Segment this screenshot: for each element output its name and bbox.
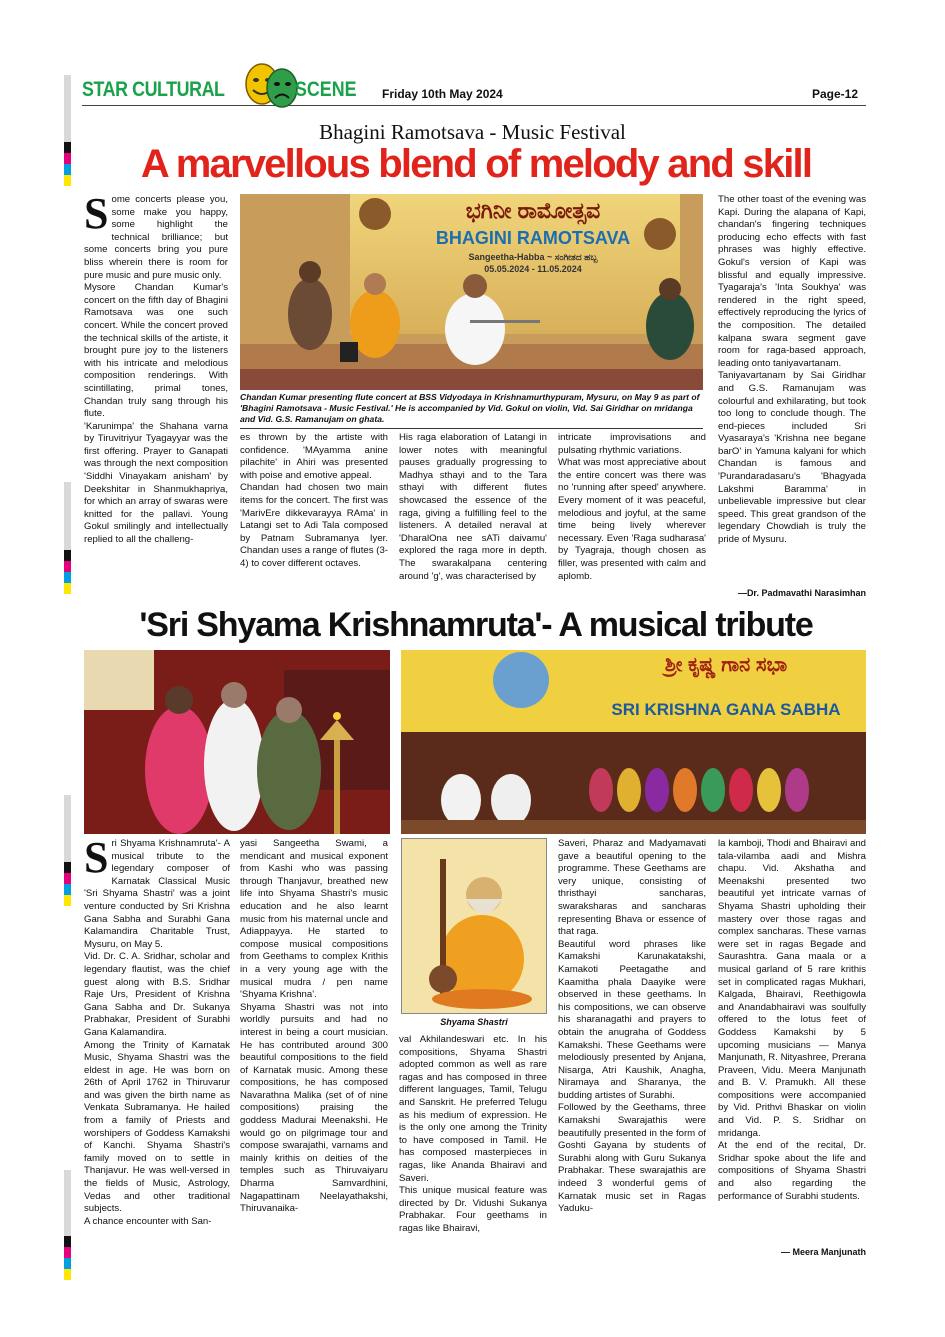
story2-col2-text (240, 838, 388, 1216)
paragraph: yasi Sangeetha Swami, a mendicant and musical exponent from Kashi who was passing through Thanjavur, breathed new life into Shyama Shastri's music education and he also learnt music from his maternal uncle and Adiappayya. He started to compose musical compositions from Geethams to complex Krithis in a very young age with the musical mudra / pen name 'Shyama Krishna'. (240, 838, 388, 1001)
portrait-caption: Shyama Shastri (440, 1017, 508, 1027)
banner-subtitle: Sangeetha-Habba ~ ಸಂಗೀತದ ಹಬ್ಬ (468, 252, 598, 262)
story2-column-1 (84, 838, 230, 1258)
paragraph: Shyama Shastri was not into worldly pursuits and had no interest in being a court musician. He has contributed around 300 beautiful compositions to the field of Karnatak music. Among these compositions, he has composed Navarathna Malika (set of of nine compositions) praising the goddess Madurai Meenakshi. He would go on pilgrimage tour and compose swarajathi, varnams and mainly krithis on deities of the temples such as Thiruvaiyaru Dharma Samvardhini, Nagapattinam Neelayathakshi, Thiruvanaika- (240, 1001, 388, 1215)
drop-cap: S (84, 838, 109, 882)
story1-column-2 (240, 432, 388, 602)
story2-column-5 (718, 838, 866, 1246)
paragraph: Followed by the Geethams, three Kamakshi Swarajathis were beautifully presented in the form of Goshti Gayana by students of Surabhi along with Guru Sukanya Prabhakar. These swarajathis are indeed 3 wonderful gems of Karnatak music set in Ragas Yaduku- (558, 1102, 706, 1215)
paragraph: Beautiful word phrases like Kamakshi Karunakatakshi, Kamakoti Peetagathe and Kaamitha phala Daayike were observed in these geethams. In his compositions, we can observe his sharanagathi and prayers to obtain the anugraha of Goddess Kamakshi. These Geethams were melodiously presented by Anjana, Nisarga, Atri Kaushik, Anagha, Niramaya and Sharanya, the budding artistes of Surabhi. (558, 938, 706, 1101)
banner-title: BHAGINI RAMOTSAVA (435, 228, 631, 248)
sabha-banner-kannada: ಶ್ರೀ ಕೃಷ್ಣ ಗಾನ ಸಭಾ (664, 654, 788, 676)
story1-byline: —Dr. Padmavathi Narasimhan (737, 588, 866, 598)
registration-bar (64, 482, 71, 552)
logo-text: STAR CULTURAL (82, 78, 225, 101)
cmyk-marks (64, 142, 71, 186)
story1-headline: A marvellous blend of melody and skill (140, 142, 812, 186)
paragraph: His raga elaboration of Latangi in lower notes with meaningful pauses gradually progressing to Madhya sthayi and to the Tara sthayi with different flutes showcased the essence of the raga, giving a fulfilling feel to the listeners. A detailed neraval at 'DharalOna nee sATi daivamu' explored the raga more in depth. The swarakalpana centering around 'g', was characterised by (399, 432, 547, 582)
story2-col1-text (84, 838, 230, 1228)
story2-column-2 (240, 838, 388, 1258)
story2-col3-text (399, 1034, 547, 1236)
story1-col4-text (558, 432, 706, 583)
shyama-shastri-portrait (401, 838, 547, 1014)
story2-headline: 'Sri Shyama Krishnamruta'- A musical tribute (139, 606, 813, 644)
story2-column-4 (558, 838, 706, 1258)
story2-col5-text (718, 838, 866, 1203)
story1-col1-text (84, 194, 228, 547)
registration-bar (64, 1170, 71, 1240)
paragraph: ri Shyama Krishnamruta'- A musical tribute to the legendary composer of Karnatak Classical Music 'Sri Shyama Shastri' was a joint venture conducted by Sri Krishna Gana Sabha and Surabhi Gana Kalamandira Charitable Trust, Mysuru, on May 5. (84, 838, 230, 950)
story1-column-4 (558, 432, 706, 602)
story2-col4-text (558, 838, 706, 1216)
paragraph: Saveri, Pharaz and Madyamavati gave a beautiful opening to the programme. These Geethams are very unique, consisting of thristhayi sancharas, swaraksharas and sancharas representing Bhava or essence of that raga. (558, 838, 706, 938)
story1-column-3 (399, 432, 547, 602)
sabha-banner-title: SRI KRISHNA GANA SABHA (611, 700, 841, 719)
story1-column-5 (718, 194, 866, 587)
story2-column-3 (399, 1034, 547, 1258)
caption-rule (240, 428, 703, 429)
issue-date: Friday 10th May 2024 (382, 87, 503, 101)
page-number: Page-12 (812, 87, 859, 101)
paragraph: val Akhilandeswari etc. In his compositions, Shyama Shastri adopted common as well as rare ragas and has composed in three different languages, Tamil, Telugu and Sanskrit. He preferred Telugu as his medium of expression. He is the only one among the Trinity to have composed in Tamil. He has composed masterpieces in ragas, like Ananda Bhairavi and Saveri. (399, 1034, 547, 1184)
paragraph: At the end of the recital, Dr. Sridhar spoke about the life and compositions of Shyama Shastri and also regarding the performance of Surabhi students. (718, 1140, 866, 1202)
paragraph: la kamboji, Thodi and Bhairavi and tala-vilamba aadi and Mishra chapu. Vid. Akshatha and Meenakshi presented two beautiful yet intricate varnas of Shyama Shastri upholding their mastery over those ragas and complex sancharas. These varnas were set in ragas Begade and Saurashtra. Gana maala or a musical garland of 5 rare krithis set in complicated ragas Mukhari, Kalgada, Bhairavi, Reethigowla and Anandabhairavi was soulfully offered to the lotus feet of Goddess Kamakshi by 5 upcoming musicians — Manya Manjunath, R. Nityashree, Prerana Praveen, Vidu. Meera Manjunath and B. V. Pramukh. All these compositions were accompanied by Vid. Prithvi Bhaskar on violin and Vid. P. S. Sridhar on mridanga. (718, 838, 866, 1139)
paragraph: ome concerts please you, some make you happy, some highlight the technical brilliance; but some concerts bring you pure bliss wherein there is room for pure music and pure music only. (84, 194, 228, 281)
banner-dates: 05.05.2024 - 11.05.2024 (484, 264, 582, 274)
story2-byline: — Meera Manjunath (780, 1247, 866, 1257)
paragraph: Taniyavartanam by Sai Giridhar and G.S. Ramanujam was colourful and exhilarating, but took too long to conclude though. The end-pieces included Sri Vyasaraya's 'Krishna nee begane barO' in Yamuna kalyani for which Chandan is famous and 'Purandaradasaru's 'Bhagyada Lakshmi Baramma' in unbelievable impressive but clear speed. This great grandson of the legendary Chowdiah is truly the pride of Mysuru. (718, 370, 866, 546)
paragraph: The other toast of the evening was Kapi. During the alapana of Kapi, chandan's fingering techniques producing echo effects with fast phrases was highly effective. Gokul's version of Kapi was blissful and equally impressive. Tyagaraja's 'Inta Soukhya' was rendered in the right speed, effectively reproducing the lyrics of the composition. The detailed kalpana swara segment gave room for raga-based approach, leading onto taniyavartanam. (718, 194, 866, 369)
registration-bar (64, 795, 71, 865)
paragraph: What was most appreciative about the entire concert was there was no 'running after speed' anywhere. Every moment of it was peaceful, melodious and joyful, at the same time being lively wherever necessary. Even 'Raga sudharasa' by Tyagraja, though chosen as filler, was presented with calm and aplomb. (558, 457, 706, 582)
paragraph: 'Karunimpa' the Shahana varna by Tiruvitriyur Tyagayyar was the first offering. Prayer to Ganapati was through the next composition 'Siddhi Vinayakam anisham' by Deekshitar in Shanmukhapriya, for which an array of swaras were knitted for the pallavi. Young Gokul smilingly and intellectually replied to all the challeng- (84, 420, 228, 546)
story1-col2-text (240, 432, 388, 571)
drop-cap: S (84, 194, 109, 238)
paragraph: This unique musical feature was directed by Dr. Vidushi Sukanya Prabhakar. Four geethams in ragas like Bhairavi, (399, 1185, 547, 1234)
concert-photo (240, 194, 703, 390)
paragraph: intricate improvisations and pulsating rhythmic variations. (558, 432, 706, 456)
cmyk-marks (64, 1236, 71, 1280)
banner-kannada-title: ಭಗಿನೀ ರಾಮೋತ್ಸವ (465, 198, 601, 223)
logo-text-scene: SCENE (295, 78, 357, 101)
paragraph: es thrown by the artiste with confidence. 'MAyamma anine pilachite' in Ahiri was presented with poise and emotive appeal. (240, 432, 388, 481)
story1-col5-text (718, 194, 866, 547)
paragraph: A chance encounter with San- (84, 1215, 212, 1227)
lamp-lighting-photo (84, 650, 390, 834)
story1-column-1 (84, 194, 228, 602)
story1-col3-text (399, 432, 547, 583)
group-performance-photo (401, 650, 866, 834)
photo-caption: Chandan Kumar presenting flute concert at BSS Vidyodaya in Krishnamurthypuram, Mysuru, on May 9 as part of 'Bhagini Ramotsava - Music Festival.' He is accompanied by Vid. Gokul on violin, Vid. Sai Giridhar on mridanga and Vid. G.S. Ramanujam on ghata. (240, 392, 700, 424)
cmyk-marks (64, 550, 71, 594)
cmyk-marks (64, 862, 71, 906)
story1-kicker: Bhagini Ramotsava - Music Festival (319, 120, 626, 144)
paragraph: Mysore Chandan Kumar's concert on the fifth day of Bhagini Ramotsava was one such concert. While the concert proved the technical skills of the artiste, it brought pure joy to the listeners with his intricate and melodious composition renderings. With scintillating, primal tones, Chandan truly sang through his flute. (84, 282, 228, 420)
paragraph: Among the Trinity of Karnatak Music, Shyama Shastri was the eldest in age. He was born on 26th of April 1762 in Thiruvarur and was given the birth name as Venkata Subramanya. He hailed from a family of Priests and worshipers of Goddess Kamakshi of Kanchi. Shyama Shastri's family moved on to settle in Thanjavur. He was well-versed in the fields of Music, Astrology, Vedas and other traditional subjects. (84, 1039, 230, 1215)
paragraph: Vid. Dr. C. A. Sridhar, scholar and legendary flautist, was the chief guest along with B.S. Sridhar Raje Urs, President of Krishna Gana Sabha and Dr. Sukanya Prabhakar, President of Surabhi Gana Kalamandira. (84, 951, 230, 1038)
paragraph: Chandan had chosen two main items for the concert. The first was 'MarivEre dikkevarayya RAma' in Latangi set to Adi Tala composed by Patnam Subramanya Iyer. Chandan uses a range of flutes (3-4) to cover different octaves. (240, 482, 388, 569)
